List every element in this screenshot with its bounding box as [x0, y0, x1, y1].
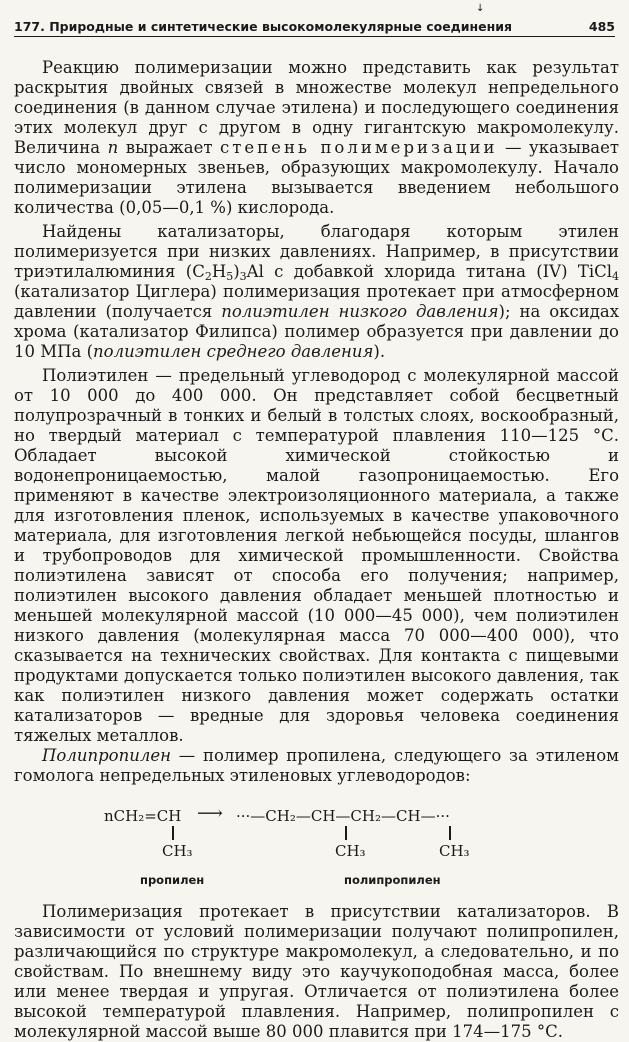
paragraph-polymerization: Реакцию полимеризации можно представить как результат раскрытия двойных связей в множестве молекул непредельного соединения (в данном случае этилена) и последующего соединения этих молекул друг с другом в одну гигантскую макромолекулу. Величина n выражает степень полимеризации — указывает число мономерных звеньев, образующих макромолекулу. Начало полимеризации этилена вызывается введением небольшого количества (0,05—0,1 %) кислорода. [14, 58, 619, 217]
paragraph-catalysts: Найдены катализаторы, благодаря которым этилен полимеризуется при низких давлениях. Например, в присутствии триэтилалюминия $(C_2H_5)_3Al$ с добавкой хлорида титана (IV) TiCl$_4$ (катализатор Циглера) полимеризация протекает при атмосферном давлении (получается полиэтилен низкого давления); на оксидах хрома (катализатор Филипса) полимер образуется при давлении до 10 МПа (полиэтилен среднего давления). [14, 222, 619, 361]
equation-arrow: ⟶ [197, 803, 223, 824]
term-medium-pressure-pe: полиэтилен среднего давления [93, 342, 374, 361]
methyl-group: CH₃ [335, 842, 366, 860]
running-header [14, 14, 615, 37]
margin-tick-mark: ↓ [476, 3, 485, 14]
running-title: 177. Природные и синтетические высокомолекулярные соединения [14, 19, 513, 34]
page-number: 485 [588, 19, 615, 34]
paragraph-polyethylene: Полиэтилен — предельный углеводород с молекулярной массой от 10 000 до 400 000. Он представляет собой бесцветный полупрозрачный в тонких и белый в толстых слоях, воскообразный, но твердый материал с температурой плавления 110—125 °С. Обладает высокой химической стойкостью и водонепроницаемостью, малой газопроницаемостью. Его применяют в качестве электроизоляционного материала, а также для изготовления пленок, используемых в качестве упаковочного материала, для изготовления легкой небьющейся посуды, шлангов и трубопроводов для химической промышленности. Свойства полиэтилена зависят от способа его получения; например, полиэтилен высокого давления обладает меньшей плотностью и меньшей молекулярной массой (10 000—45 000), чем полиэтилен низкого давления (молекулярная масса 70 000—400 000), что сказывается на технических свойствах. Для контакта с пищевыми продуктами допускается только полиэтилен высокого давления, так как полиэтилен низкого давления может содержать остатки катализаторов — вредные для здоровья человека соединения тяжелых металлов. [14, 366, 619, 745]
bond-line [449, 826, 451, 840]
term-polypropylene: Полипропилен [42, 746, 171, 765]
equation-monomer: nCH₂=CH [104, 807, 182, 825]
paragraph-polypropylene-properties: Полимеризация протекает в присутствии катализаторов. В зависимости от условий полимеризации получают полипропилен, различающийся по структуре макромолекул, а следовательно, и по свойствам. По внешнему виду это каучукоподобная масса, более или менее твердая и упругая. Отличается от полиэтилена более высокой температурой плавления. Например, полипропилен с молекулярной массой выше 80 000 плавится при 174—175 °С. [14, 902, 619, 1041]
term-low-pressure-pe: полиэтилен низкого давления [221, 302, 499, 321]
polymerization-equation [14, 794, 619, 887]
methyl-group: CH₃ [162, 842, 193, 860]
equation-polymer: ···—CH₂—CH—CH₂—CH—··· [236, 807, 450, 825]
label-propylene: пропилен [140, 873, 205, 887]
bond-line [345, 826, 347, 840]
methyl-group: CH₃ [439, 842, 470, 860]
bond-line [172, 826, 174, 840]
page-body [14, 58, 619, 1042]
term-degree-of-polymerization: степень полимеризации [220, 138, 498, 157]
label-polypropylene: полипропилен [344, 873, 441, 887]
variable-n: n [107, 138, 119, 157]
paragraph-polypropylene-intro: Полипропилен — полимер пропилена, следующего за этиленом гомолога непредельных этиленовых углеводородов: [14, 746, 619, 785]
